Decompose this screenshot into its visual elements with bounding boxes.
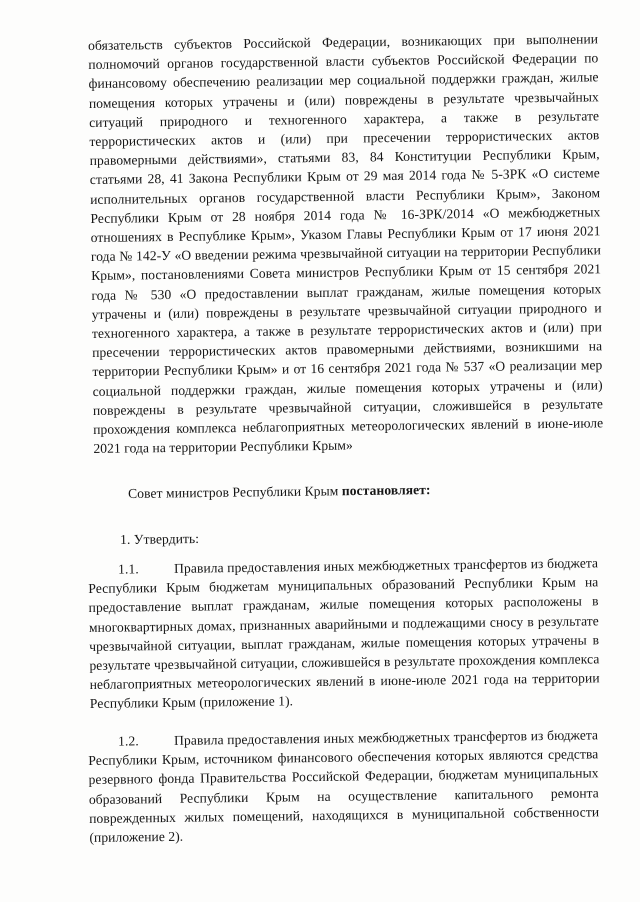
item-1-1 <box>88 553 600 713</box>
item-1-1-number: 1.1. <box>118 561 139 577</box>
item-1-2-text: Правила предоставления иных межбюджетных трансфертов из бюджета Республики Крым, источником финансового обеспечения которых являются средства резервного фонда Правительства Российской Федерации, бюджетам муниципальных образований Республики Крым на осуществление капитального ремонта поврежденных жилых помещений, находящихся в муниципальной собственности (приложение 2). <box>88 727 600 846</box>
item-1-2 <box>88 725 599 847</box>
resolution-bold: постановляет: <box>341 482 431 499</box>
item-1-1-text: Правила предоставления иных межбюджетных трансфертов из бюджета Республики Крым бюджетам муниципальных образований Республики Крым на предоставление выплат гражданам, жилые помещения которых расположены в многоквартирных домах, признанных аварийными и подлежащими сносу в результате чрезвычайной ситуации, выплат гражданам, жилые помещения которых утрачены в результате чрезвычайной ситуации, сложившейся в результате прохождения комплекса неблагоприятных метеорологических явлений в июне-июле 2021 года на территории Республики Крым (приложение 1). <box>88 555 600 712</box>
approve-heading: 1. Утвердить: <box>120 530 200 547</box>
item-1-2-number: 1.2. <box>118 733 139 749</box>
resolution-line <box>128 477 638 503</box>
resolution-lead: Совет министров Республики Крым <box>128 483 342 501</box>
intro-paragraph: обязательств субъектов Российской Федерации, возникающих при выполнении полномочий органов государственной власти субъектов Российской Федерации по финансовому обеспечению реализации мер социальной поддержки граждан, жилые помещения которых утрачены и (или) повреждены в результате чрезвычайных ситуаций природного и техногенного характера, а также в результате террористических актов и (или) при пресечении террористических актов правомерными действиями», статьями 83, 84 Конституции Республики Крым, статьями 28, 41 Закона Республики Крым от 29 мая 2014 года № 5-ЗРК «О системе исполнительных органов государственной власти Республики Крым», Законом Республики Крым от 28 ноября 2014 года № 16-ЗРК/2014 «О межбюджетных отношениях в Республике Крым», Указом Главы Республики Крым от 17 июня 2021 года № 142-У «О введении режима чрезвычайной ситуации на территории Республики Крым», постановлениями Совета министров Республики Крым от 15 сентября 2021 года № 530 «О предоставлении выплат гражданам, жилые помещения которых утрачены и (или) повреждены в результате чрезвычайной ситуации природного и техногенного характера, а также в результате террористических актов и (или) при пресечении террористических актов правомерными действиями, возникшими на территории Республики Крым» и от 16 сентября 2021 года № 537 «О реализации мер социальной поддержки граждан, жилые помещения которых утрачены и (или) повреждены в результате чрезвычайной ситуации, сложившейся в результате прохождения комплекса неблагоприятных метеорологических явлений в июне-июле 2021 года на территории Республики Крым» <box>88 31 604 457</box>
